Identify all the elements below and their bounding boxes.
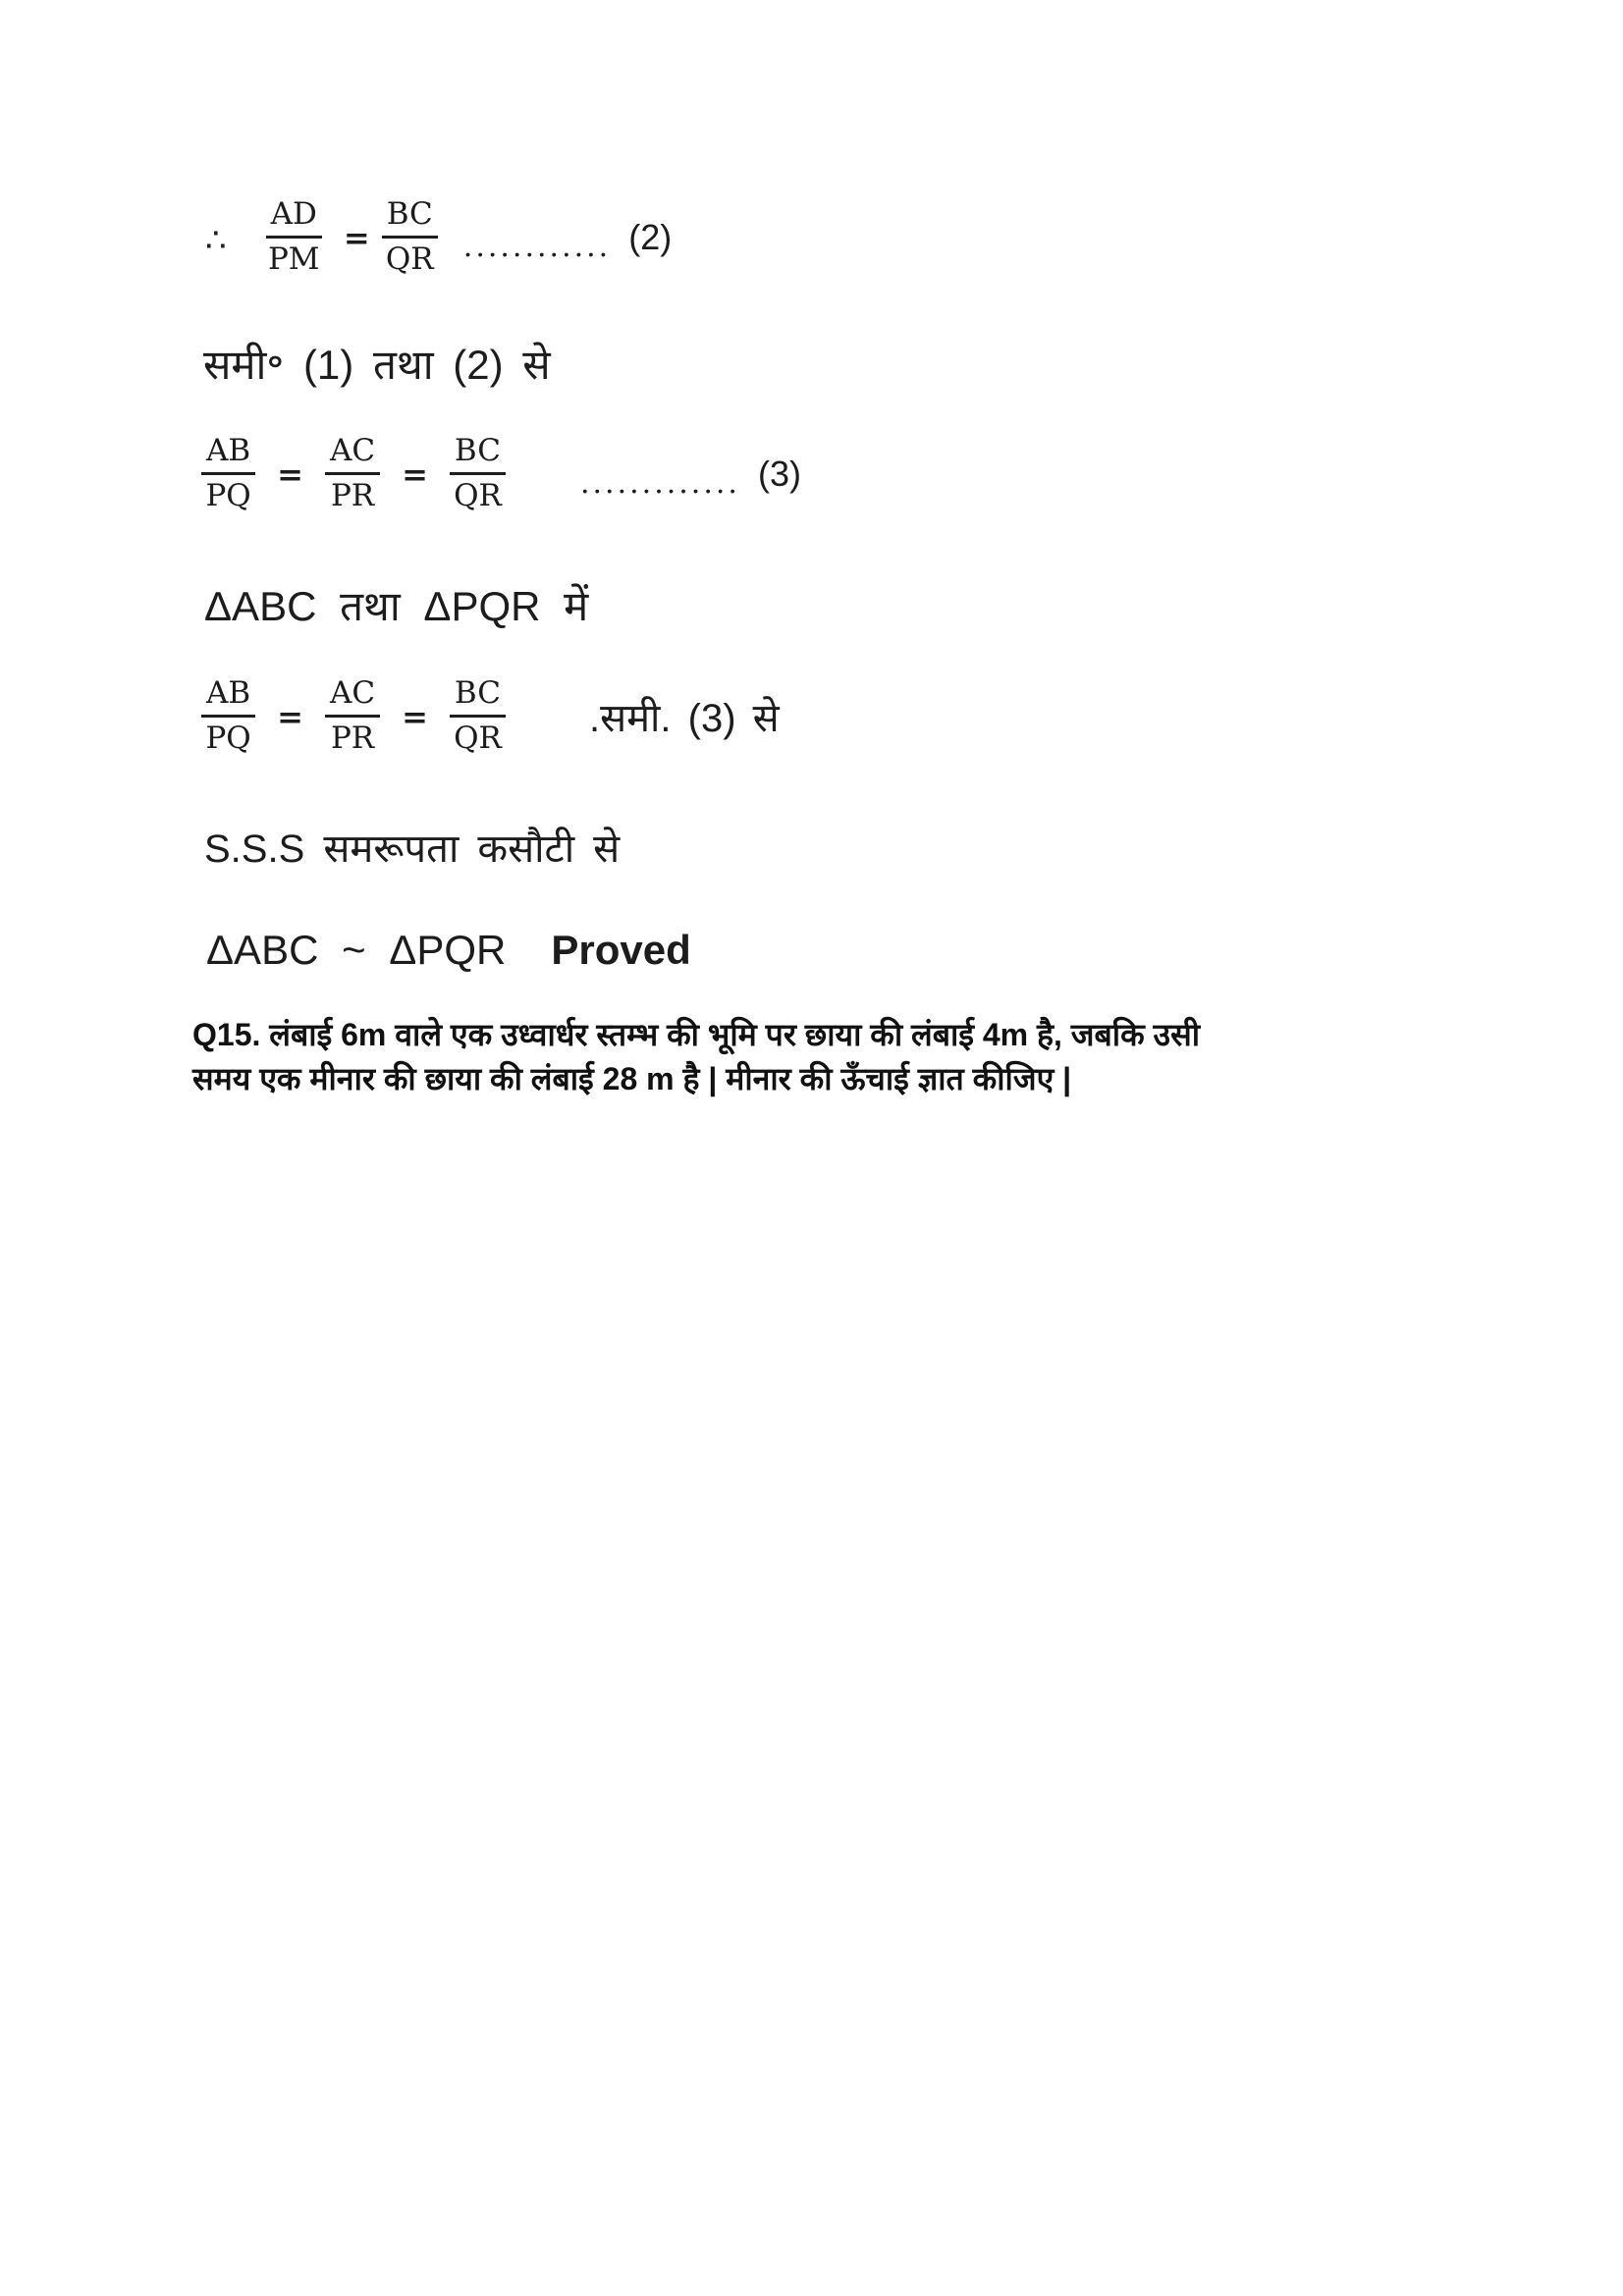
proved-label: Proved bbox=[551, 927, 691, 973]
fraction-denominator: PQ bbox=[205, 478, 251, 514]
fraction-denominator: QR bbox=[454, 478, 502, 514]
equation-4-row bbox=[201, 677, 780, 756]
similarity-statement: ΔABC ~ ΔPQR bbox=[206, 927, 507, 973]
conclusion-row bbox=[206, 927, 691, 974]
fraction-numerator: AD bbox=[266, 198, 322, 239]
dotted-leader: ............. bbox=[579, 466, 740, 502]
dotted-leader: ............ bbox=[462, 230, 612, 265]
equals-sign: = bbox=[343, 218, 370, 256]
fraction-ac-pr bbox=[325, 435, 380, 513]
fraction-denominator: PM bbox=[267, 241, 320, 278]
fraction-numerator: AC bbox=[325, 677, 380, 718]
equation-label-3: (3) bbox=[757, 453, 801, 494]
fraction-ac-pr bbox=[325, 677, 380, 756]
equation-reference-text: समी॰ (1) तथा (2) से bbox=[203, 342, 551, 388]
fraction-bc-qr bbox=[450, 435, 506, 513]
equals-sign: = bbox=[402, 697, 428, 735]
fraction-numerator: AB bbox=[201, 435, 255, 475]
equation-reference-line bbox=[203, 336, 551, 392]
question-q15 bbox=[192, 1013, 1200, 1101]
triangle-intro-line bbox=[204, 577, 588, 633]
fraction-ab-pq bbox=[201, 435, 255, 513]
fraction-denominator: QR bbox=[385, 241, 434, 278]
fraction-denominator: PR bbox=[330, 721, 375, 757]
question-line-2: समय एक मीनार की छाया की लंबाई 28 m है | मीनार की ऊँचाई ज्ञात कीजिए | bbox=[192, 1061, 1072, 1096]
equation-label-2: (2) bbox=[628, 216, 673, 257]
equals-sign: = bbox=[402, 454, 428, 493]
fraction-bc-qr bbox=[450, 677, 506, 756]
fraction-numerator: AC bbox=[325, 435, 380, 475]
equation-2-row bbox=[205, 198, 672, 277]
equals-sign: = bbox=[277, 454, 303, 493]
question-line-1: Q15. लंबाई 6m वाले एक उध्वार्धर स्तम्भ की भूमि पर छाया की लंबाई 4m है, जबकि उसी bbox=[192, 1017, 1201, 1052]
triangle-intro-text: ΔABC तथा ΔPQR में bbox=[204, 583, 589, 629]
fraction-numerator: BC bbox=[450, 677, 506, 718]
equation-3-row bbox=[201, 435, 801, 513]
sss-criterion-text: S.S.S समरूपता कसौटी से bbox=[204, 828, 621, 871]
fraction-numerator: BC bbox=[450, 435, 506, 475]
equals-sign: = bbox=[277, 697, 303, 735]
fraction-bc-qr bbox=[382, 198, 438, 277]
fraction-denominator: PQ bbox=[205, 721, 251, 757]
fraction-ad-pm bbox=[266, 198, 322, 277]
fraction-numerator: AB bbox=[201, 677, 255, 718]
fraction-ab-pq bbox=[201, 677, 255, 756]
fraction-numerator: BC bbox=[382, 198, 438, 239]
equation-note: .समी. (3) से bbox=[588, 697, 780, 741]
sss-criterion-line bbox=[204, 820, 620, 874]
fraction-denominator: PR bbox=[330, 478, 375, 514]
therefore-symbol: ∴ bbox=[205, 220, 227, 260]
fraction-denominator: QR bbox=[454, 721, 502, 757]
